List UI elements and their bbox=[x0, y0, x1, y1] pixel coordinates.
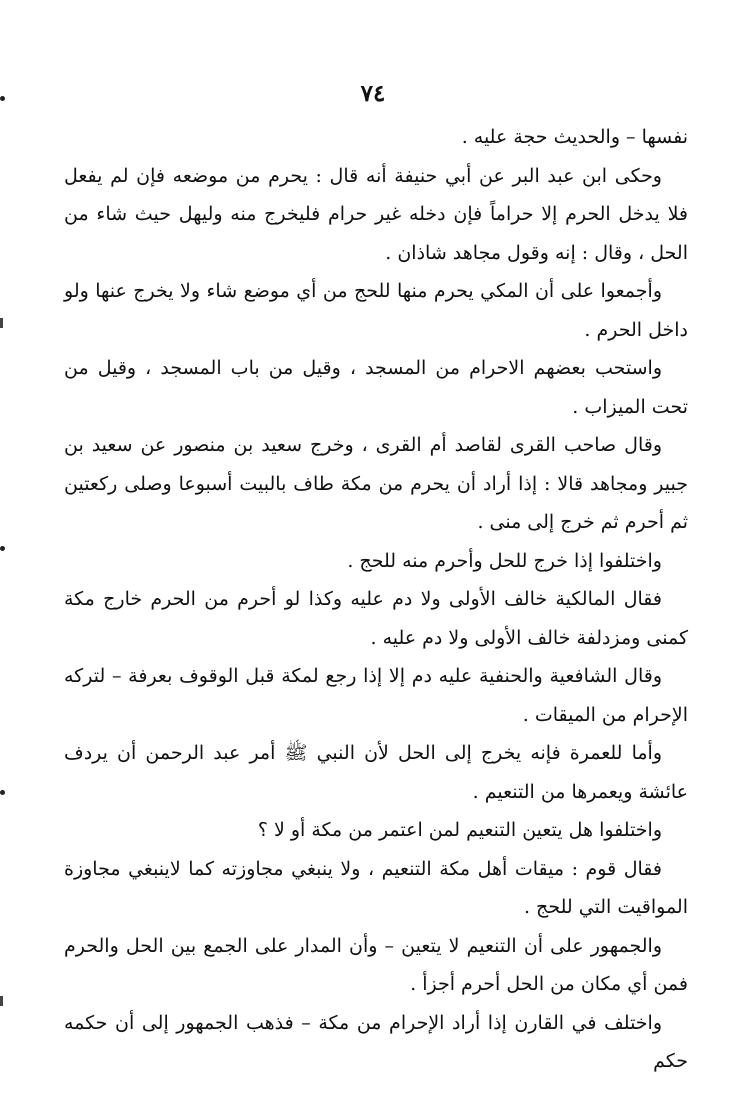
scan-edge-mark bbox=[0, 318, 3, 328]
paragraph: واستحب بعضهم الاحرام من المسجد ، وقيل من باب المسجد ، وقيل من تحت الميزاب . bbox=[64, 357, 688, 418]
scan-edge-mark bbox=[0, 790, 5, 795]
scan-edge-mark bbox=[0, 96, 5, 101]
paragraph: واختلف في القارن إذا أراد الإحرام من مكة – فذهب الجمهور إلى أن حكمه حكم bbox=[64, 1011, 688, 1072]
scan-edge-mark bbox=[0, 546, 5, 551]
paragraph: وأجمعوا على أن المكي يحرم منها للحج من أي موضع شاء ولا يخرج عنها ولو داخل الحرم . bbox=[64, 280, 688, 341]
paragraph: وقال صاحب القرى لقاصد أم القرى ، وخرج سعيد بن منصور عن سعيد بن جبير ومجاهد قالا : إذا أراد أن يحرم من مكة طاف بالبيت أسبوعا وصلى ركعتين ثم أحرم ثم خرج إلى منى . bbox=[64, 434, 688, 533]
paragraph: فقال قوم : ميقات أهل مكة التنعيم ، ولا ينبغي مجاوزته كما لاينبغي مجاوزة المواقيت التي للحج . bbox=[64, 857, 688, 918]
paragraph: والجمهور على أن التنعيم لا يتعين – وأن المدار على الجمع بين الحل والحرم فمن أي مكان من الحل أحرم أجزأ . bbox=[64, 934, 688, 995]
page-number: ٧٤ bbox=[360, 80, 386, 107]
paragraph: وحكى ابن عبد البر عن أبي حنيفة أنه قال : يحرم من موضعه فإن لم يفعل فلا يدخل الحرم إلا حراماً فإن دخله غير حرام فليخرج منه وليهل حيث شاء من الحل ، وقال : إنه وقول مجاهد شاذان . bbox=[64, 164, 688, 264]
scan-edge-mark bbox=[0, 996, 3, 1006]
body-text bbox=[64, 118, 688, 1081]
paragraph: وقال الشافعية والحنفية عليه دم إلا إذا رجع لمكة قبل الوقوف بعرفة – لتركه الإحرام من الميقات . bbox=[64, 665, 688, 726]
paragraph: فقال المالكية خالف الأولى ولا دم عليه وكذا لو أحرم من الحرم خارج مكة كمنى ومزدلفة خالف الأولى ولا دم عليه . bbox=[64, 588, 688, 649]
paragraph: وأما للعمرة فإنه يخرج إلى الحل لأن النبي ﷺ أمر عبد الرحمن أن يردف عائشة ويعمرها من التنعيم . bbox=[64, 742, 688, 803]
paragraph: نفسها – والحديث حجة عليه . bbox=[461, 126, 688, 148]
paragraph: واختلفوا إذا خرج للحل وأحرم منه للحج . bbox=[347, 549, 662, 572]
paragraph: واختلفوا هل يتعين التنعيم لمن اعتمر من مكة أو لا ؟ bbox=[257, 819, 662, 841]
